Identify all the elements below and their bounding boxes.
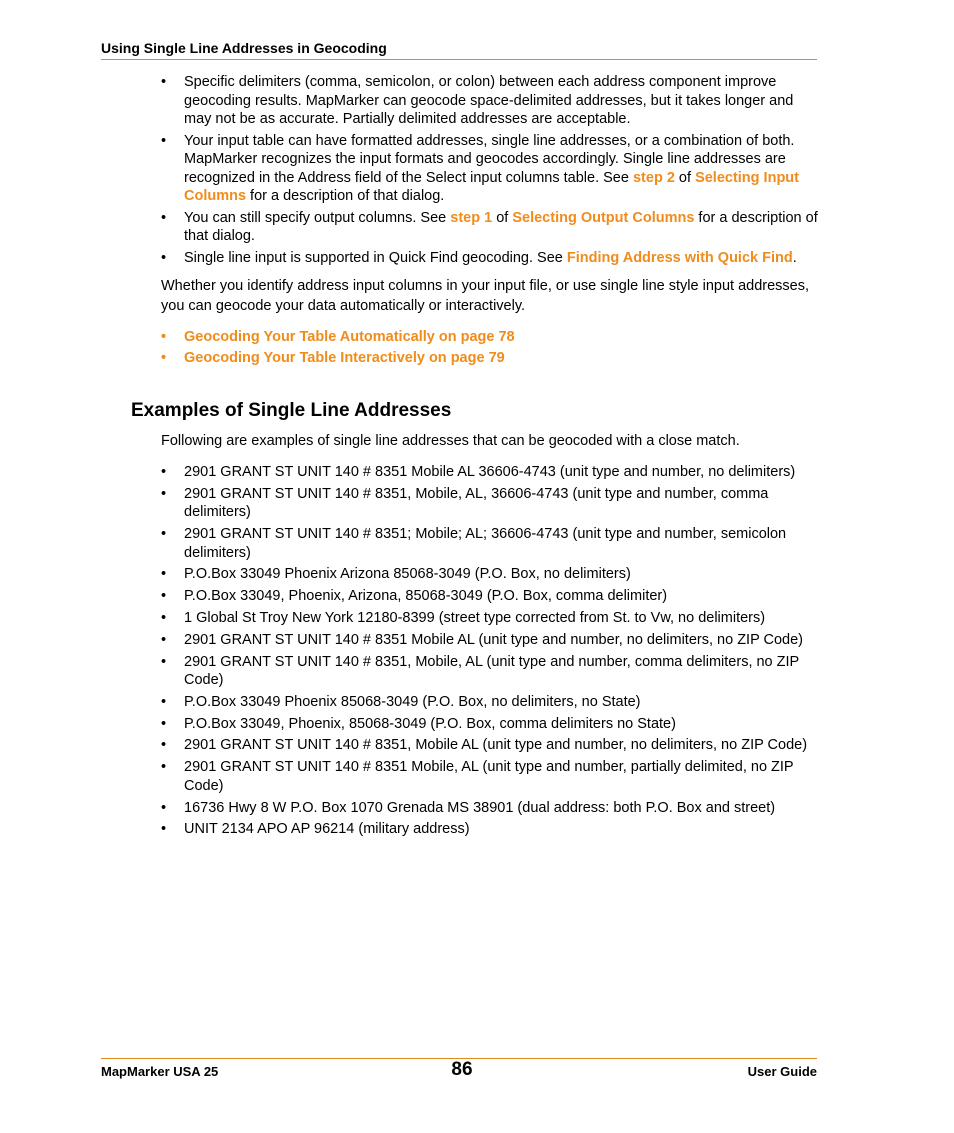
example-address-item — [101, 736, 821, 755]
example-address-text: 2901 GRANT ST UNIT 140 # 8351; Mobile; AL; 36606-4743 (unit type and number, semicolon delimiters) — [184, 526, 787, 561]
bullet-glyph: • — [161, 74, 167, 90]
header-rule — [101, 59, 817, 60]
bullet-glyph: • — [161, 209, 167, 226]
intro-bullet-item — [101, 132, 821, 206]
bullet-text: for a description of that dialog. — [184, 209, 818, 244]
bullet-glyph: • — [161, 759, 167, 776]
footer-doc-type: User Guide — [747, 1064, 817, 1079]
example-address-text: 2901 GRANT ST UNIT 140 # 8351, Mobile, AL, 36606-4743 (unit type and number, comma delimiters) — [184, 485, 769, 521]
section-heading: Examples of Single Line Addresses — [131, 400, 452, 421]
example-address-text: 16736 Hwy 8 W P.O. Box 1070 Grenada MS 38901 (dual address: both P.O. Box and street) — [184, 799, 776, 816]
section-intro: Following are examples of single line addresses that can be geocoded with a close match. — [161, 433, 740, 449]
related-link[interactable]: • Geocoding Your Table Automatically on page 78 — [101, 327, 821, 348]
body-paragraph: Whether you identify address input columns in your input file, or use single line style input addresses, you can geocode your data automatically or interactively. — [161, 278, 810, 314]
bullet-text: You can still specify output columns. See — [184, 209, 451, 226]
example-address-item — [101, 758, 821, 795]
example-address-item — [101, 485, 821, 522]
example-address-text: 2901 GRANT ST UNIT 140 # 8351, Mobile AL (unit type and number, no delimiters, no ZIP Code) — [184, 737, 808, 754]
cross-reference-link[interactable]: Finding Address with Quick Find — [566, 249, 793, 266]
example-address-text: 2901 GRANT ST UNIT 140 # 8351 Mobile AL (unit type and number, no delimiters, no ZIP Code) — [184, 631, 804, 648]
bullet-glyph: • — [161, 609, 167, 626]
bullet-glyph: • — [161, 350, 167, 366]
example-address-text: P.O.Box 33049, Phoenix, 85068-3049 (P.O. Box, comma delimiters no State) — [184, 715, 676, 732]
example-address-text: 2901 GRANT ST UNIT 140 # 8351, Mobile, AL (unit type and number, comma delimiters, no ZIP Code) — [184, 653, 799, 689]
related-links-list — [101, 327, 821, 369]
example-address-item — [101, 820, 821, 839]
intro-bullet-item — [101, 209, 821, 246]
example-address-item — [101, 565, 821, 584]
bullet-text: of — [674, 169, 696, 186]
page-number: 86 — [451, 1059, 473, 1080]
bullet-text: for a description of that dialog. — [246, 188, 445, 204]
intro-section — [101, 73, 821, 842]
bullet-glyph: • — [161, 799, 167, 816]
related-link[interactable]: • Geocoding Your Table Interactively on page 79 — [101, 348, 821, 369]
example-address-item — [101, 587, 821, 606]
bullet-glyph: • — [161, 588, 167, 605]
example-address-text: P.O.Box 33049, Phoenix, Arizona, 85068-3049 (P.O. Box, comma delimiter) — [184, 588, 668, 605]
bullet-glyph: • — [161, 631, 167, 648]
bullet-text: Your input table can have formatted addresses, single line addresses, or a combination of both. MapMarker recognizes the input formats and geocodes accordingly. Single line addresses are recognized in the Address field of the Select input columns table. See — [184, 132, 795, 186]
footer-product: MapMarker USA 25 — [101, 1064, 219, 1079]
intro-bullet-item — [101, 73, 821, 129]
cross-reference-link[interactable]: step 1 — [450, 209, 493, 226]
example-address-item — [101, 463, 821, 482]
intro-bullet-list — [101, 73, 821, 267]
example-address-item — [101, 715, 821, 734]
bullet-glyph: • — [161, 821, 167, 838]
example-address-item — [101, 609, 821, 628]
bullet-glyph: • — [161, 464, 167, 480]
example-address-text: UNIT 2134 APO AP 96214 (military address) — [184, 821, 470, 838]
example-address-text: P.O.Box 33049 Phoenix Arizona 85068-3049 (P.O. Box, no delimiters) — [184, 566, 631, 583]
example-address-item — [101, 693, 821, 712]
bullet-glyph: • — [161, 715, 167, 732]
bullet-text: . — [792, 249, 797, 266]
bullet-glyph: • — [161, 485, 167, 502]
example-address-text: 1 Global St Troy New York 12180-8399 (street type corrected from St. to Vw, no delimiters) — [184, 609, 766, 626]
example-address-text: 2901 GRANT ST UNIT 140 # 8351 Mobile, AL (unit type and number, partially delimited, no ZIP Code) — [184, 759, 794, 794]
example-address-item — [101, 799, 821, 818]
example-address-item — [101, 525, 821, 562]
cross-reference-link[interactable]: step 2 — [632, 169, 675, 186]
intro-bullet-item — [101, 249, 821, 268]
example-address-text: P.O.Box 33049 Phoenix 85068-3049 (P.O. Box, no delimiters, no State) — [184, 693, 641, 710]
bullet-text: Single line input is supported in Quick Find geocoding. See — [184, 249, 567, 266]
example-address-item — [101, 653, 821, 690]
bullet-glyph: • — [161, 566, 167, 583]
bullet-text: Specific delimiters (comma, semicolon, or colon) between each address component improve geocoding results. MapMarker can geocode space-delimited addresses, but it takes longer and may not be as accurate. Partially delimited addresses are acceptable. — [184, 74, 794, 127]
example-address-text: 2901 GRANT ST UNIT 140 # 8351 Mobile AL 36606-4743 (unit type and number, no delimiters) — [184, 464, 796, 480]
page-header-title: Using Single Line Addresses in Geocoding — [101, 40, 387, 56]
cross-reference-link[interactable]: Selecting Input Columns — [184, 169, 799, 204]
bullet-glyph: • — [161, 693, 167, 710]
bullet-glyph: • — [161, 526, 167, 543]
cross-reference-link[interactable]: Selecting Output Columns — [512, 209, 695, 226]
bullet-glyph: • — [161, 737, 167, 754]
example-address-item — [101, 631, 821, 650]
bullet-glyph: • — [161, 132, 167, 149]
bullet-glyph: • — [161, 249, 167, 266]
examples-list — [101, 463, 821, 839]
bullet-text: of — [492, 209, 513, 226]
bullet-glyph: • — [161, 329, 167, 345]
bullet-glyph: • — [161, 653, 167, 670]
